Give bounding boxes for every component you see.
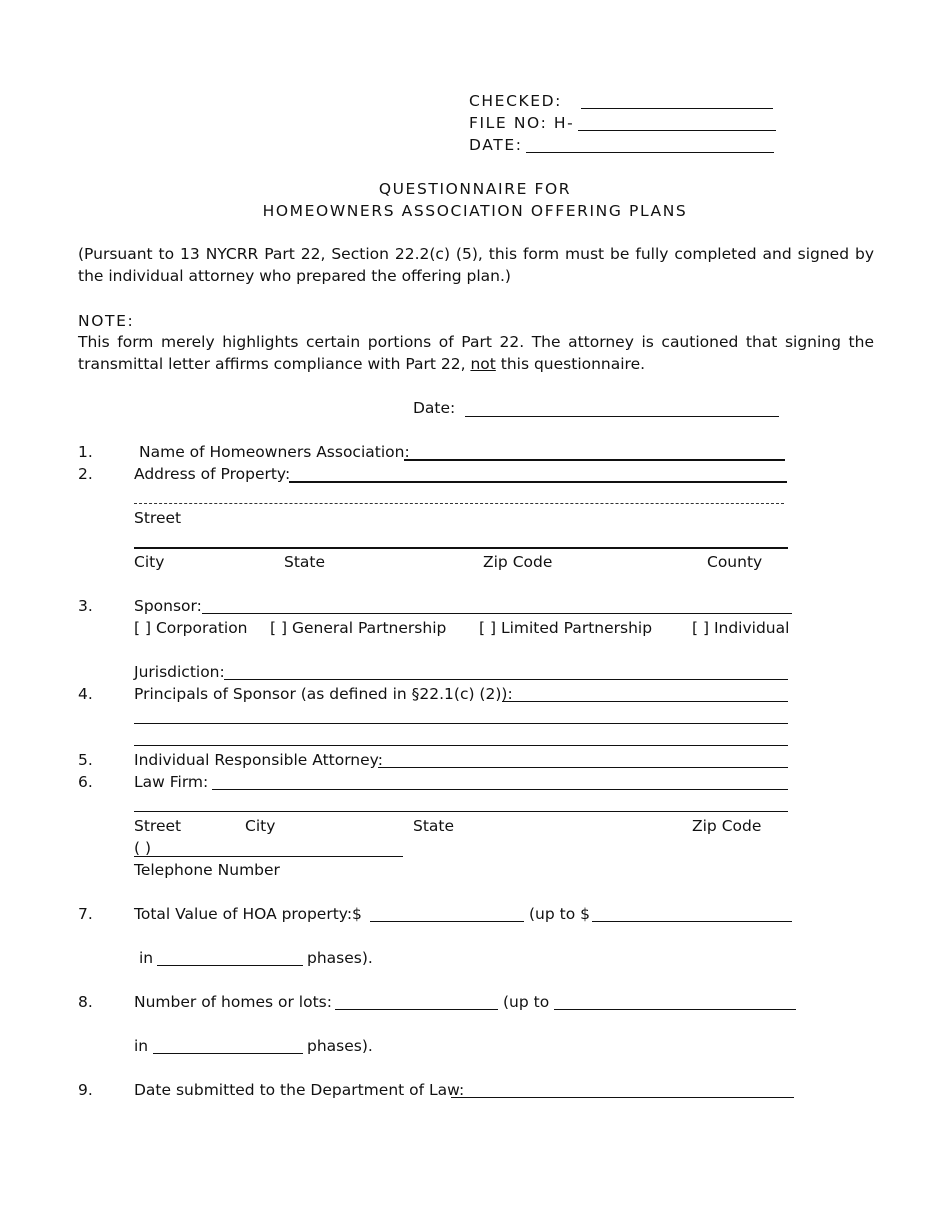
note-text-after: this questionnaire.	[495, 355, 646, 373]
law-firm-field[interactable]	[212, 789, 788, 790]
hoa-value-upto-field[interactable]	[592, 921, 792, 922]
title-line-1: QUESTIONNAIRE FOR	[378, 180, 572, 198]
principals-field-3[interactable]	[134, 745, 788, 746]
q5-number: 5.	[78, 751, 93, 769]
hoa-value-field[interactable]	[370, 921, 524, 922]
attorney-field[interactable]	[378, 767, 788, 768]
telephone-label: Telephone Number	[134, 861, 280, 879]
q8-in-label: in	[134, 1037, 149, 1055]
q8-phases-field[interactable]	[153, 1053, 303, 1054]
telephone-field[interactable]	[134, 856, 403, 857]
q7-upto-label: (up to $	[529, 905, 590, 923]
q3-label: Sponsor:	[134, 597, 202, 615]
q1-number: 1.	[78, 443, 93, 461]
checked-field[interactable]	[581, 108, 773, 109]
q7-phases-field[interactable]	[157, 965, 303, 966]
header-date-field[interactable]	[526, 152, 774, 153]
q6-number: 6.	[78, 773, 93, 791]
date-label: Date:	[413, 399, 456, 417]
principals-field-1[interactable]	[502, 701, 788, 702]
q4-label: Principals of Sponsor (as defined in §22.1(c) (2)):	[134, 685, 513, 703]
q6-zip-label: Zip Code	[692, 817, 762, 835]
q9-number: 9.	[78, 1081, 93, 1099]
q2-city-label: City	[134, 553, 165, 571]
q7-number: 7.	[78, 905, 93, 923]
phone-paren: ( )	[134, 839, 152, 857]
q6-state-label: State	[413, 817, 455, 835]
q6-street-label: Street	[134, 817, 182, 835]
date-submitted-field[interactable]	[451, 1097, 794, 1098]
law-firm-address-field[interactable]	[134, 811, 788, 812]
file-no-field[interactable]	[578, 130, 776, 131]
file-no-label: FILE NO: H-	[469, 114, 575, 132]
q6-label: Law Firm:	[134, 773, 209, 791]
q2-state-label: State	[284, 553, 326, 571]
q7-in-label: in	[139, 949, 154, 967]
q8-number: 8.	[78, 993, 93, 1011]
q6-city-label: City	[245, 817, 276, 835]
intro-paragraph: (Pursuant to 13 NYCRR Part 22, Section 22.2(c) (5), this form must be fully completed and signed by the individual attorney who prepared the offering plan.)	[78, 245, 874, 285]
q8-phases-label: phases).	[307, 1037, 373, 1055]
city-state-zip-field[interactable]	[134, 547, 788, 549]
q2-label: Address of Property:	[134, 465, 291, 483]
q1-label: Name of Homeowners Association:	[139, 443, 410, 461]
q2-county-label: County	[707, 553, 763, 571]
option-general-partnership[interactable]: [ ] General Partnership	[270, 619, 447, 637]
q4-number: 4.	[78, 685, 93, 703]
date-field[interactable]	[465, 416, 779, 417]
homes-upto-field[interactable]	[554, 1009, 796, 1010]
note-underlined: not	[470, 355, 496, 373]
principals-field-2[interactable]	[134, 723, 788, 724]
header-date-label: DATE:	[469, 136, 523, 154]
q5-label: Individual Responsible Attorney:	[134, 751, 383, 769]
q8-upto-label: (up to	[503, 993, 550, 1011]
jurisdiction-field[interactable]	[224, 679, 788, 680]
sponsor-field[interactable]	[202, 613, 792, 614]
q3-number: 3.	[78, 597, 93, 615]
hoa-name-field[interactable]	[404, 459, 785, 461]
q8-label: Number of homes or lots:	[134, 993, 332, 1011]
title-line-2: HOMEOWNERS ASSOCIATION OFFERING PLANS	[262, 202, 688, 220]
option-corporation[interactable]: [ ] Corporation	[134, 619, 248, 637]
street-field[interactable]	[134, 503, 784, 504]
q7-phases-label: phases).	[307, 949, 373, 967]
q7-label: Total Value of HOA property:$	[134, 905, 362, 923]
homes-count-field[interactable]	[335, 1009, 498, 1010]
q2-zip-label: Zip Code	[483, 553, 553, 571]
option-individual[interactable]: [ ] Individual	[692, 619, 790, 637]
note-paragraph	[78, 331, 874, 375]
option-limited-partnership[interactable]: [ ] Limited Partnership	[479, 619, 653, 637]
jurisdiction-label: Jurisdiction:	[134, 663, 225, 681]
q9-label: Date submitted to the Department of Law:	[134, 1081, 465, 1099]
note-label: NOTE:	[78, 312, 135, 330]
checked-label: CHECKED:	[469, 92, 563, 110]
property-address-field[interactable]	[289, 481, 787, 483]
q2-number: 2.	[78, 465, 93, 483]
note-text-before: This form merely highlights certain portions of Part 22. The attorney is cautioned that signing the transmittal letter affirms compliance with Part 22,	[78, 333, 874, 373]
q2-street-label: Street	[134, 509, 182, 527]
